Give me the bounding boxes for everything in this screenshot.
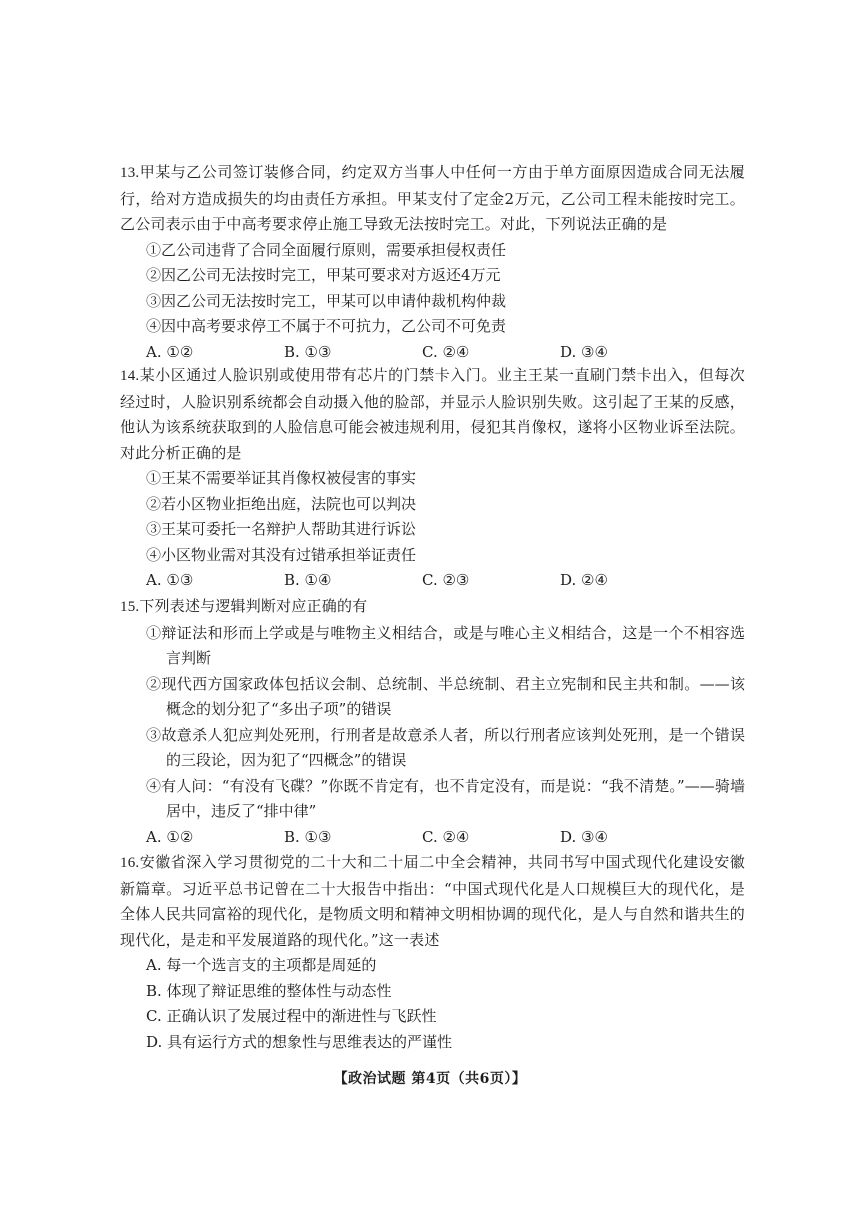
question-16-choice-c: C. 正确认识了发展过程中的渐进性与飞跃性: [146, 1007, 437, 1025]
question-15-text: 下列表述与逻辑判断对应正确的有: [139, 597, 368, 615]
question-15-choice-d: D. ③④: [560, 827, 608, 846]
question-13: [120, 160, 745, 365]
question-15-choice-c: C. ②④: [422, 827, 470, 846]
question-14-choice-a: A. ①③: [146, 571, 194, 589]
question-14-choice-b: B. ①④: [284, 571, 332, 589]
question-13-stem: [120, 160, 745, 238]
question-15-statement-2: ②现代西方国家政体包括议会制、总统制、半总统制、君主立宪制和民主共和制。——该概念的划分犯了“多出子项”的错误: [146, 674, 745, 718]
question-13-statement-2: ②因乙公司无法按时完工，甲某可要求对方返还4万元: [146, 266, 501, 284]
question-13-choice-d: D. ③④: [560, 342, 608, 361]
question-13-choices: [120, 340, 745, 366]
question-16-number: 16.: [120, 855, 140, 871]
question-14-statement-1: ①王某不需要举证其肖像权被侵害的事实: [146, 469, 417, 487]
question-15-choice-a: A. ①②: [146, 827, 194, 846]
question-16-choice-b: B. 体现了辩证思维的整体性与动态性: [146, 981, 392, 1000]
question-15-choices: [120, 825, 745, 851]
question-13-choice-b: B. ①③: [284, 342, 332, 361]
question-15-statement-4: ④有人问：“有没有飞碟？”你既不肯定有，也不肯定没有，而是说：“我不清楚。”——骑墙居中，违反了“排中律”: [146, 776, 745, 820]
question-16: [120, 850, 745, 1055]
question-16-stem: [120, 850, 745, 953]
question-14-statement-2: ②若小区物业拒绝出庭，法院也可以判决: [146, 494, 417, 513]
question-13-statement-3: ③因乙公司无法按时完工，甲某可以申请仲裁机构仲裁: [146, 291, 507, 310]
question-16-choice-a: A. 每一个选言支的主项都是周延的: [146, 956, 377, 974]
question-15-statement-3: ③故意杀人犯应判处死刑，行刑者是故意杀人者，所以行刑者应该判处死刑，是一个错误的三段论，因为犯了“四概念”的错误: [146, 725, 745, 769]
question-13-number: 13.: [120, 165, 140, 181]
question-14-statement-4: ④小区物业需对其没有过错承担举证责任: [146, 545, 417, 564]
question-14-choices: [120, 568, 745, 594]
question-14-text: 某小区通过人脸识别或使用带有芯片的门禁卡入门。业主王某一直刷门禁卡出入，但每次经过时，人脸识别系统都会自动摄入他的脸部，并显示人脸识别失败。这引起了王某的反感，他认为该系统获取到的人脸信息可能会被违规利用，侵犯其肖像权，遂将小区物业诉至法院。对此分析正确的是: [120, 366, 745, 462]
question-15: [120, 594, 745, 850]
question-13-statement-1: ①乙公司违背了合同全面履行原则，需要承担侵权责任: [146, 240, 507, 259]
question-15-choice-b: B. ①③: [284, 827, 332, 846]
question-14-choice-c: C. ②③: [422, 571, 470, 589]
question-14-stem: [120, 363, 745, 466]
question-13-choice-c: C. ②④: [422, 342, 470, 361]
question-15-statement-1: ①辩证法和形而上学或是与唯物主义相结合，或是与唯心主义相结合，这是一个不相容选言判断: [146, 623, 745, 667]
page-footer: 【政治试题 第4页（共6页）】: [333, 1071, 527, 1087]
question-13-statement-4: ④因中高考要求停工不属于不可抗力，乙公司不可免责: [146, 317, 507, 335]
question-14: [120, 363, 745, 594]
question-14-statement-3: ③王某可委托一名辩护人帮助其进行诉讼: [146, 520, 417, 538]
question-16-choice-d: D. 具有运行方式的想象性与思维表达的严谨性: [146, 1032, 453, 1051]
question-14-choice-d: D. ②④: [560, 571, 608, 589]
question-13-choice-a: A. ①②: [146, 342, 194, 361]
question-15-stem: [120, 594, 745, 621]
question-15-number: 15.: [120, 599, 140, 615]
question-13-text: 甲某与乙公司签订装修合同，约定双方当事人中任何一方由于单方面原因造成合同无法履行，给对方造成损失的均由责任方承担。甲某支付了定金2万元，乙公司工程未能按时完工。乙公司表示由于中高考要求停止施工导致无法按时完工。对此，下列说法正确的是: [120, 163, 745, 233]
question-16-text: 安徽省深入学习贯彻党的二十大和二十届二中全会精神，共同书写中国式现代化建设安徽新篇章。习近平总书记曾在二十大报告中指出：“中国式现代化是人口规模巨大的现代化，是全体人民共同富裕的现代化，是物质文明和精神文明相协调的现代化，是人与自然和谐共生的现代化，是走和平发展道路的现代化。”这一表述: [120, 853, 745, 949]
question-14-number: 14.: [120, 368, 140, 384]
